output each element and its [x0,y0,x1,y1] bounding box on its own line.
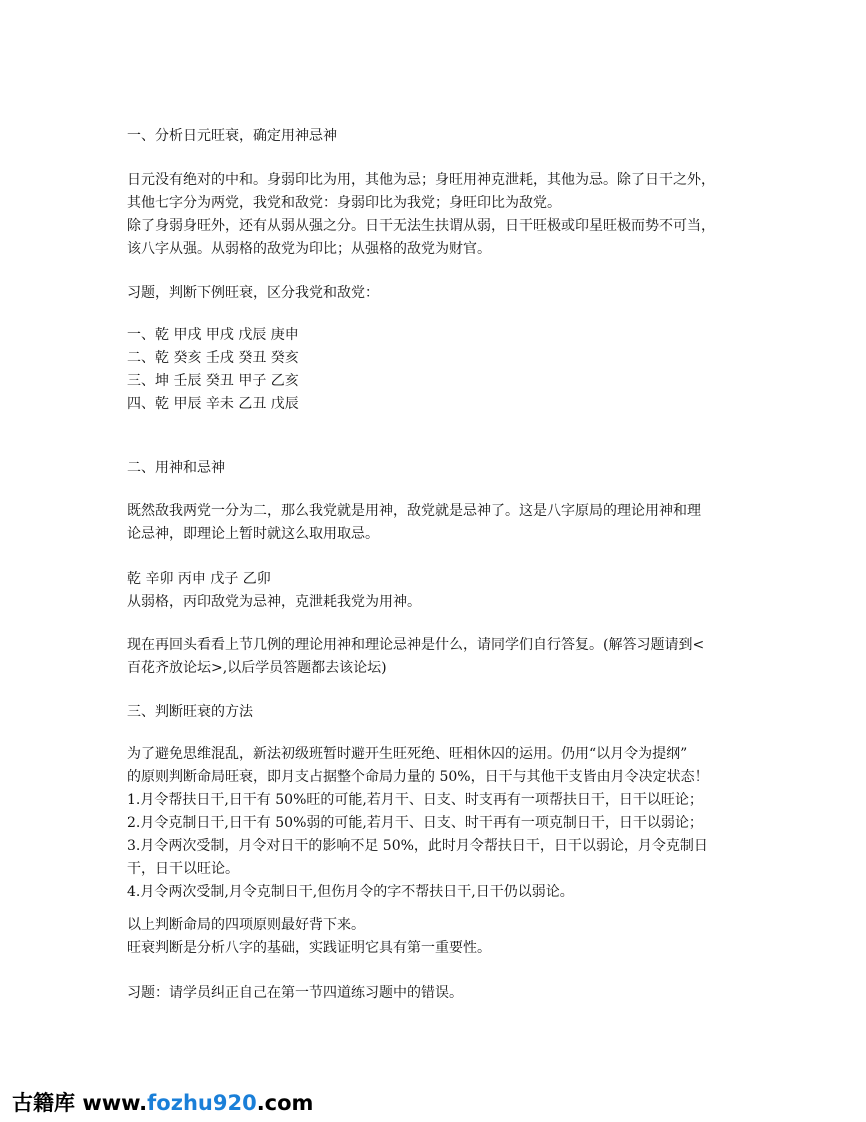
section1-paragraph [127,169,747,261]
brand-url-domain: fozhu920 [147,1091,257,1115]
site-watermark [12,1087,313,1117]
example-note: 从弱格，丙印敌党为忌神，克泄耗我党为用神。 [127,594,421,610]
section1-exercise-intro: 习题，判断下例旺衰，区分我党和敌党： [127,285,379,301]
text-line: 日元没有绝对的中和。身弱印比为用，其他为忌；身旺用神克泄耗，其他为忌。除了日干之外， [127,172,715,188]
text-line: 干，日干以旺论。 [127,861,239,877]
text-line: 1.月令帮扶日干,日干有 50%旺的可能,若月干、日支、时支再有一项帮扶日干，日干以旺论； [127,792,703,808]
brand-url-prefix: www. [82,1091,148,1115]
text-line: 3.月令两次受制，月令对日干的影响不足 50%，此时月令帮扶日干，日干以弱论，月令克制日 [127,838,708,854]
text-line: 论忌神，即理论上暂时就这么取用取忌。 [127,526,379,542]
text-line: 其他七字分为两党，我党和敌党：身弱印比为我党；身旺印比为敌党。 [127,195,561,211]
section2-example [127,568,747,614]
text-line: 2.月令克制日干,日干有 50%弱的可能,若月干、日支、时干再有一项克制日干，日干以弱论； [127,815,703,831]
brand-url-suffix: .com [256,1091,314,1115]
section3-paragraph2 [127,914,747,960]
text-line: 现在再回头看看上节几例的理论用神和理论忌神是什么，请同学们自行答复。(解答习题请到< [127,637,705,653]
section3-heading: 三、判断旺衰的方法 [127,704,253,720]
section3-paragraph [127,743,747,904]
example-line: 一、乾 甲戌 甲戌 戊辰 庚申 [127,327,299,343]
example-line: 三、坤 壬辰 癸丑 甲子 乙亥 [127,373,299,389]
example-line: 四、乾 甲辰 辛未 乙丑 戊辰 [127,396,299,412]
text-line: 除了身弱身旺外，还有从弱从强之分。日干无法生扶谓从弱，日干旺极或印星旺极而势不可当， [127,218,715,234]
section1-examples [127,324,747,416]
section2-paragraph [127,500,747,546]
text-line: 该八字从强。从弱格的敌党为印比；从强格的敌党为财官。 [127,241,491,257]
text-line: 百花齐放论坛>,以后学员答题都去该论坛) [127,660,387,676]
example-line: 二、乾 癸亥 壬戌 癸丑 癸亥 [127,350,299,366]
text-line: 为了避免思维混乱，新法初级班暂时避开生旺死绝、旺相休囚的运用。仍用“以月令为提纲” [127,746,688,762]
text-line: 以上判断命局的四项原则最好背下来。 [127,917,365,933]
text-line: 4.月令两次受制,月令克制日干,但伤月令的字不帮扶日干,日干仍以弱论。 [127,884,574,900]
section3-exercise: 习题：请学员纠正自己在第一节四道练习题中的错误。 [127,985,463,1001]
brand-name: 古籍库 [12,1091,75,1115]
text-line: 既然敌我两党一分为二，那么我党就是用神，敌党就是忌神了。这是八字原局的理论用神和理 [127,503,701,519]
example-chart: 乾 辛卯 丙申 戊子 乙卯 [127,571,271,587]
text-line: 旺衰判断是分析八字的基础，实践证明它具有第一重要性。 [127,940,491,956]
section2-paragraph2 [127,634,747,680]
text-line: 的原则判断命局旺衰，即月支占据整个命局力量的 50%，日干与其他干支皆由月令决定状态！ [127,769,709,785]
section2-heading: 二、用神和忌神 [127,460,225,476]
section1-heading: 一、分析日元旺衰，确定用神忌神 [127,128,337,144]
